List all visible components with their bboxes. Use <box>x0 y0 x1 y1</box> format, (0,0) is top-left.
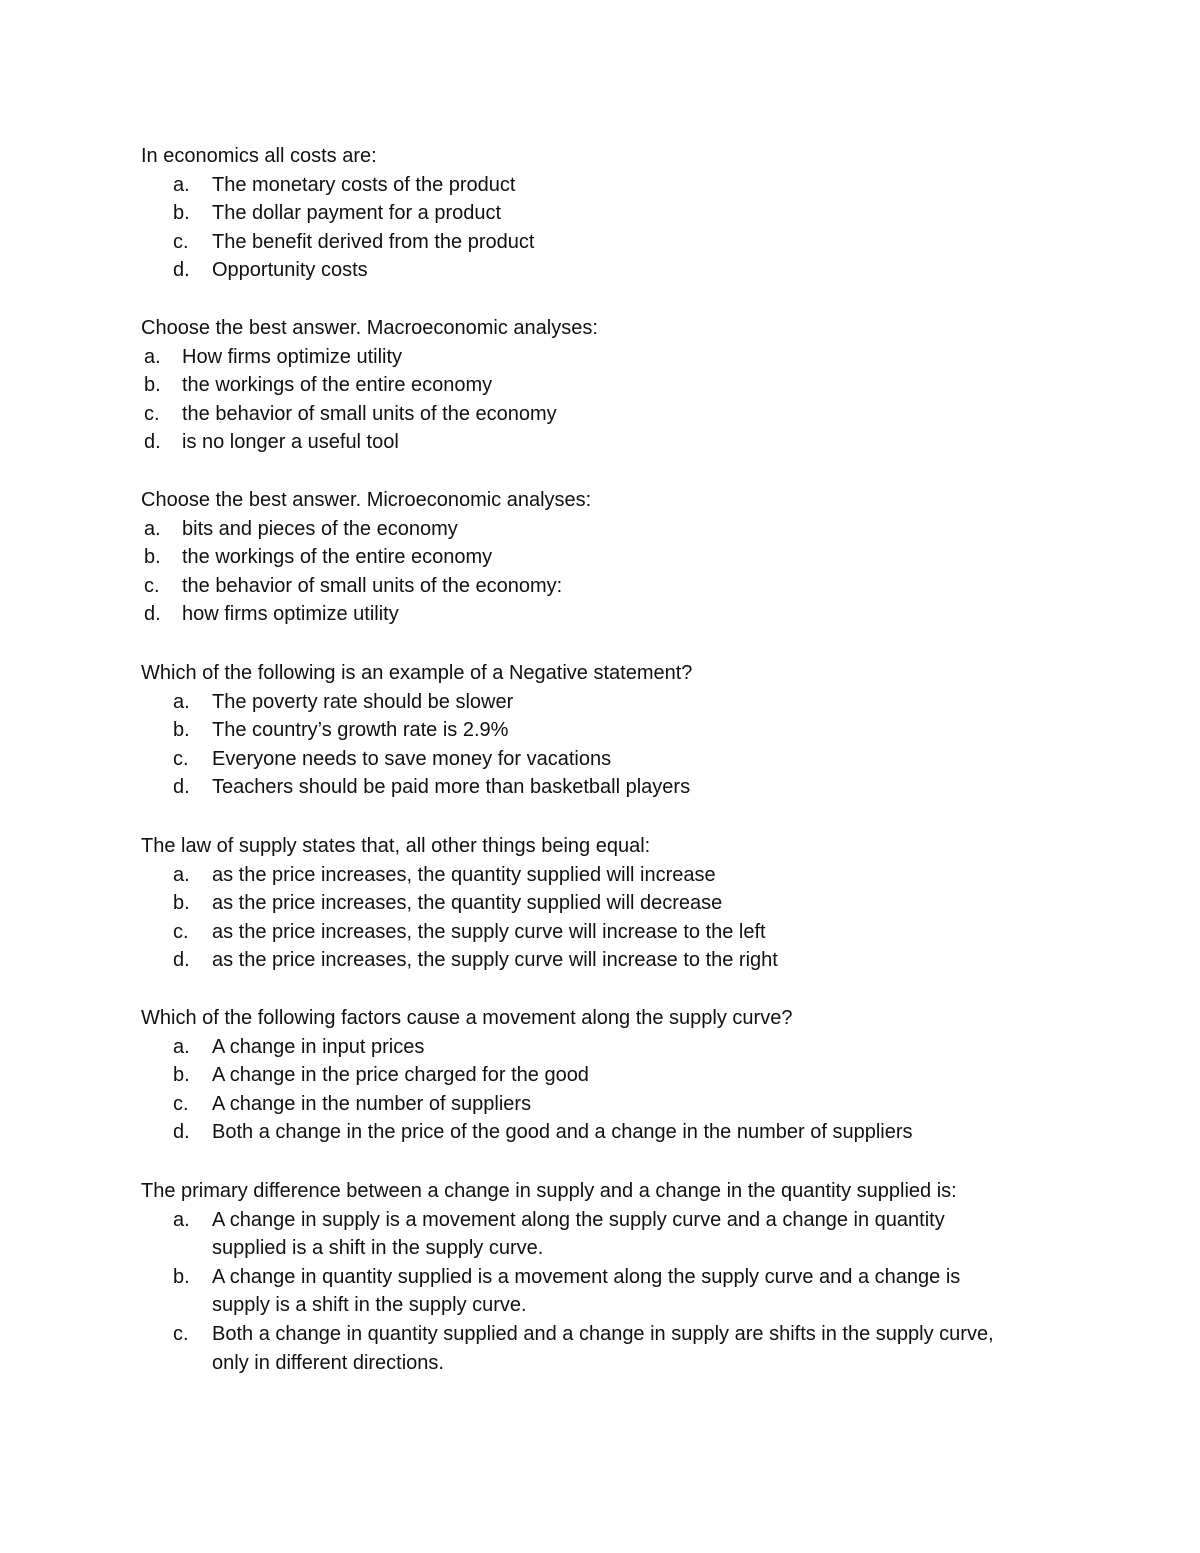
option-b <box>141 1061 1071 1090</box>
option-text: The monetary costs of the product <box>212 173 516 196</box>
option-text: how firms optimize utility <box>182 603 399 626</box>
option-c <box>141 1320 1001 1377</box>
option-c <box>141 228 1071 257</box>
option-d <box>141 428 1071 457</box>
option-letter: a. <box>173 1208 190 1231</box>
option-list <box>141 171 1071 285</box>
option-text: as the price increases, the quantity supplied will increase <box>212 863 716 886</box>
option-a <box>141 688 1071 717</box>
option-c <box>141 572 1071 601</box>
option-a <box>141 515 1071 544</box>
option-a <box>141 343 1071 372</box>
option-c <box>141 918 1071 947</box>
option-letter: a. <box>173 173 190 196</box>
option-letter: a. <box>144 517 161 540</box>
option-letter: c. <box>173 920 189 943</box>
option-text: The dollar payment for a product <box>212 202 502 225</box>
option-letter: b. <box>173 1265 190 1288</box>
option-letter: d. <box>173 259 190 282</box>
option-list <box>141 515 1071 629</box>
option-d <box>141 256 1071 285</box>
option-letter: a. <box>144 345 161 368</box>
option-b <box>141 371 1071 400</box>
option-text: the behavior of small units of the economy: <box>182 574 563 597</box>
option-b <box>141 543 1071 572</box>
option-letter: c. <box>173 747 189 770</box>
option-text: Everyone needs to save money for vacations <box>212 747 612 770</box>
option-letter: a. <box>173 1035 190 1058</box>
option-text: Opportunity costs <box>212 259 368 282</box>
question-text: Choose the best answer. Microeconomic analyses: <box>141 489 592 511</box>
option-text: bits and pieces of the economy <box>182 517 458 540</box>
option-text: as the price increases, the supply curve will increase to the right <box>212 949 778 972</box>
question-7 <box>141 1177 1071 1377</box>
option-text: Both a change in quantity supplied and a change in supply are shifts in the supply curve, only in different directions. <box>212 1322 994 1374</box>
option-c <box>141 1090 1071 1119</box>
option-b <box>141 889 1071 918</box>
option-list <box>141 1033 1071 1147</box>
option-letter: b. <box>173 719 190 742</box>
option-text: is no longer a useful tool <box>182 431 399 454</box>
question-text: In economics all costs are: <box>141 145 377 167</box>
option-letter: b. <box>173 892 190 915</box>
option-list <box>141 861 1071 975</box>
question-1 <box>141 142 1071 285</box>
option-letter: b. <box>144 374 161 397</box>
option-letter: a. <box>173 863 190 886</box>
option-text: the workings of the entire economy <box>182 546 493 569</box>
question-text: Choose the best answer. Macroeconomic analyses: <box>141 317 598 339</box>
option-letter: b. <box>173 202 190 225</box>
option-text: Teachers should be paid more than basketball players <box>212 776 691 799</box>
option-letter: d. <box>144 431 161 454</box>
option-c <box>141 745 1071 774</box>
option-d <box>141 600 1071 629</box>
option-b <box>141 199 1071 228</box>
option-letter: c. <box>144 574 160 597</box>
option-text: A change in input prices <box>212 1035 425 1058</box>
option-text: the behavior of small units of the economy <box>182 402 557 425</box>
option-text: A change in the number of suppliers <box>212 1092 532 1115</box>
option-text: The benefit derived from the product <box>212 230 535 253</box>
option-letter: a. <box>173 690 190 713</box>
option-text: as the price increases, the supply curve will increase to the left <box>212 920 766 943</box>
option-letter: c. <box>173 230 189 253</box>
option-letter: b. <box>144 546 161 569</box>
option-letter: c. <box>173 1092 189 1115</box>
question-5 <box>141 832 1071 975</box>
option-text: as the price increases, the quantity supplied will decrease <box>212 892 723 915</box>
option-text: The poverty rate should be slower <box>212 690 514 713</box>
option-text: A change in supply is a movement along the supply curve and a change in quantity supplied is a shift in the supply curve. <box>212 1208 945 1260</box>
option-letter: d. <box>173 776 190 799</box>
option-text: Both a change in the price of the good and a change in the number of suppliers <box>212 1121 913 1144</box>
option-text: The country’s growth rate is 2.9% <box>212 719 509 742</box>
option-letter: d. <box>144 603 161 626</box>
option-d <box>141 946 1071 975</box>
option-d <box>141 773 1071 802</box>
question-6 <box>141 1004 1071 1147</box>
option-letter: d. <box>173 1121 190 1144</box>
option-text: A change in the price charged for the good <box>212 1064 589 1087</box>
question-2 <box>141 314 1071 457</box>
option-a <box>141 861 1071 890</box>
option-list <box>141 343 1071 457</box>
question-text: The primary difference between a change in supply and a change in the quantity supplied is: <box>141 1180 957 1202</box>
option-c <box>141 400 1071 429</box>
option-text: the workings of the entire economy <box>182 374 493 397</box>
option-list <box>141 1206 1001 1378</box>
option-a <box>141 1033 1071 1062</box>
question-3 <box>141 486 1071 629</box>
question-text: Which of the following is an example of a Negative statement? <box>141 662 693 684</box>
option-letter: c. <box>173 1322 189 1345</box>
option-b <box>141 1263 1001 1320</box>
question-text: Which of the following factors cause a movement along the supply curve? <box>141 1007 793 1029</box>
option-letter: b. <box>173 1064 190 1087</box>
option-a <box>141 1206 1001 1263</box>
option-text: How firms optimize utility <box>182 345 403 368</box>
option-list <box>141 688 1071 802</box>
question-text: The law of supply states that, all other things being equal: <box>141 835 651 857</box>
question-4 <box>141 659 1071 802</box>
option-b <box>141 716 1071 745</box>
option-text: A change in quantity supplied is a movement along the supply curve and a change is supply is a shift in the supply curve. <box>212 1265 961 1317</box>
option-d <box>141 1118 1071 1147</box>
option-a <box>141 171 1071 200</box>
option-letter: d. <box>173 949 190 972</box>
option-letter: c. <box>144 402 160 425</box>
